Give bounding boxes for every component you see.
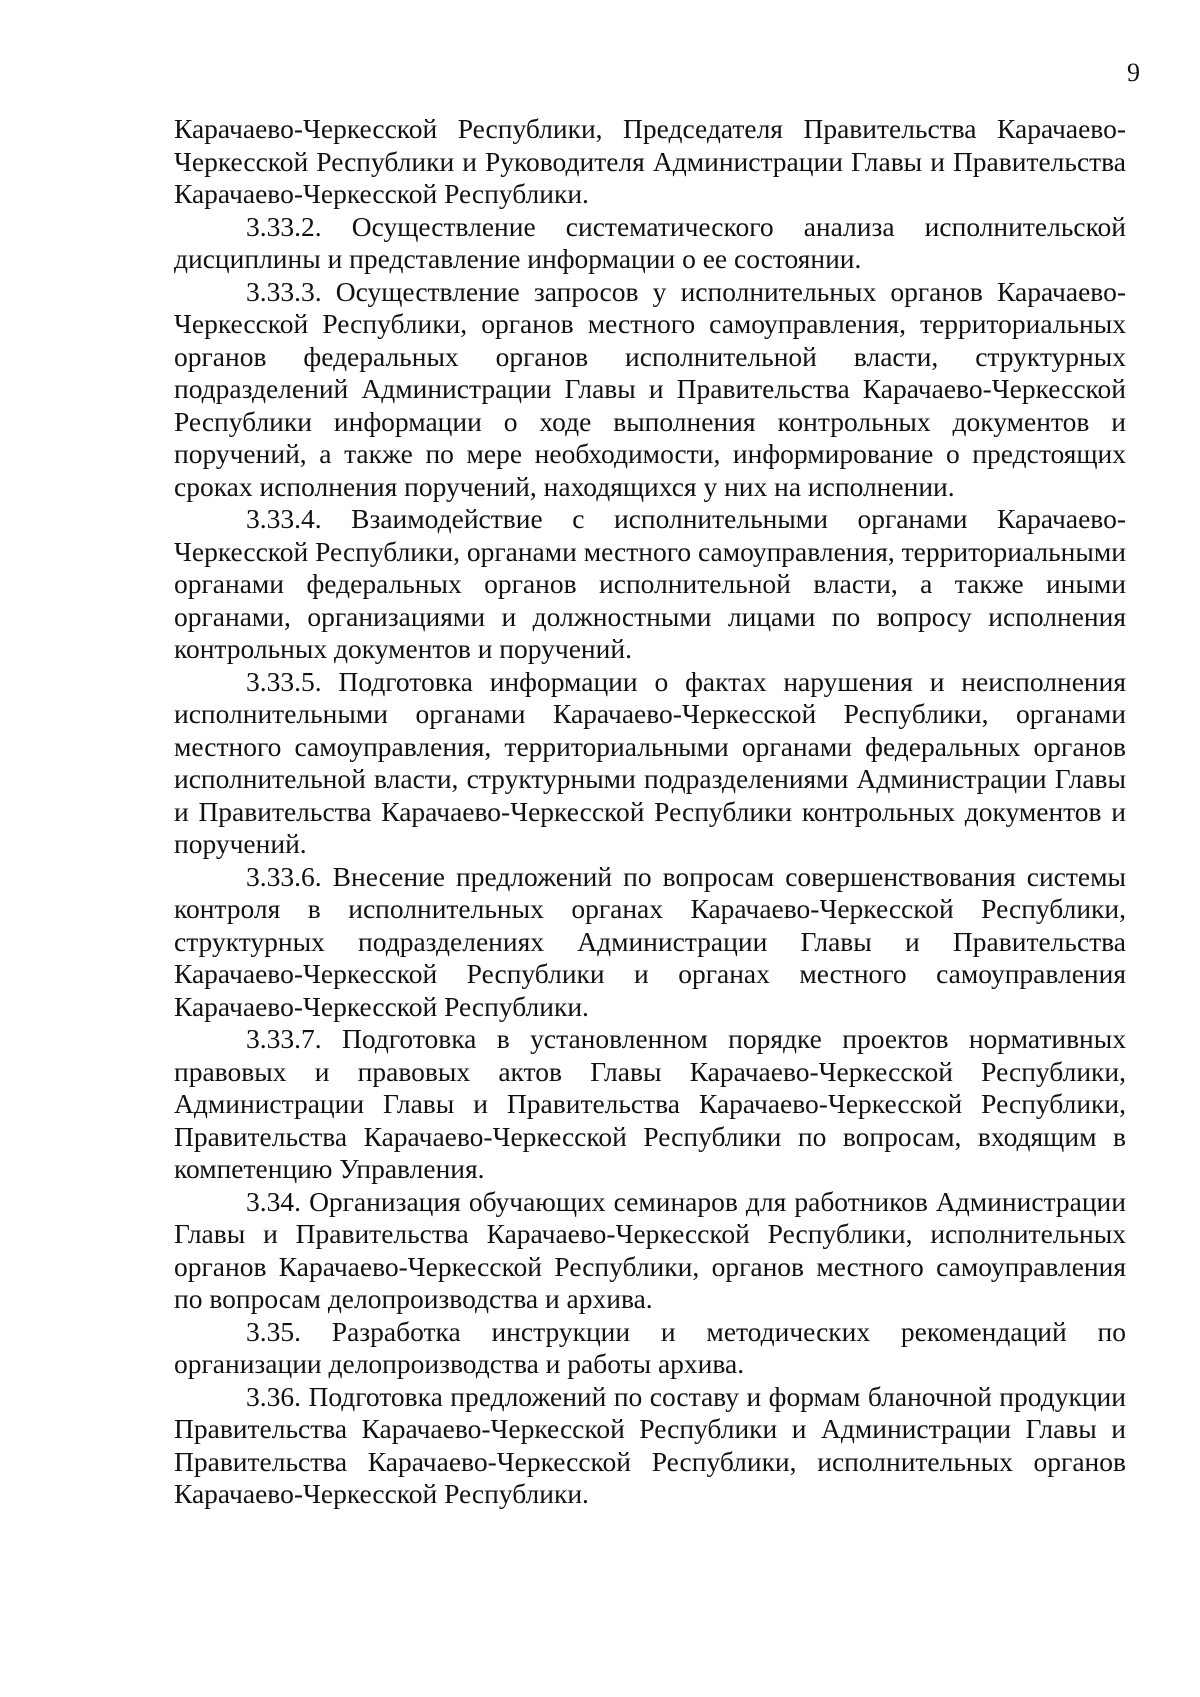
paragraph-3-33-2: 3.33.2. Осуществление систематического анализа исполнительской дисциплины и представление информации о ее состоянии. <box>174 210 1126 274</box>
paragraph-3-34: 3.34. Организация обучающих семинаров для работников Администрации Главы и Правительства Карачаево-Черкесской Республики, исполнительных органов Карачаево-Черкесской Республики, органов местного самоуправления по вопросам делопроизводства и архива. <box>174 1185 1126 1314</box>
paragraph-3-33-3: 3.33.3. Осуществление запросов у исполнительных органов Карачаево-Черкесской Республики, органов местного самоуправления, территориальных органов федеральных органов исполнительной власти, структурных подразделений Администрации Главы и Правительства Карачаево-Черкесской Республики информации о ходе выполнения контрольных документов и поручений, а также по мере необходимости, информирование о предстоящих сроках исполнения поручений, находящихся у них на исполнении. <box>174 275 1126 502</box>
paragraph-3-33-7: 3.33.7. Подготовка в установленном порядке проектов нормативных правовых и правовых актов Главы Карачаево-Черкесской Республики, Администрации Главы и Правительства Карачаево-Черкесской Республики, Правительства Карачаево-Черкесской Республики по вопросам, входящим в компетенцию Управления. <box>174 1023 1126 1184</box>
paragraph-3-35: 3.35. Разработка инструкции и методических рекомендаций по организации делопроизводства и работы архива. <box>174 1315 1126 1379</box>
page-number: 9 <box>1127 58 1140 87</box>
paragraph-continuation: Карачаево-Черкесской Республики, Председателя Правительства Карачаево-Черкесской Республики и Руководителя Администрации Главы и Правительства Карачаево-Черкесской Республики. <box>174 113 1126 209</box>
paragraph-3-33-5: 3.33.5. Подготовка информации о фактах нарушения и неисполнения исполнительными органами Карачаево-Черкесской Республики, органами местного самоуправления, территориальными органами федеральных органов исполнительной власти, структурными подразделениями Администрации Главы и Правительства Карачаево-Черкесской Республики контрольных документов и поручений. <box>174 665 1126 859</box>
paragraph-3-36: 3.36. Подготовка предложений по составу и формам бланочной продукции Правительства Карачаево-Черкесской Республики и Администрации Главы и Правительства Карачаево-Черкесской Республики, исполнительных органов Карачаево-Черкесской Республики. <box>174 1380 1126 1509</box>
paragraph-3-33-4: 3.33.4. Взаимодействие с исполнительными органами Карачаево-Черкесской Республики, органами местного самоуправления, территориальными органами федеральных органов исполнительной власти, а также иными органами, организациями и должностными лицами по вопросу исполнения контрольных документов и поручений. <box>174 503 1126 664</box>
document-body <box>174 113 1126 1511</box>
paragraph-3-33-6: 3.33.6. Внесение предложений по вопросам совершенствования системы контроля в исполнительных органах Карачаево-Черкесской Республики, структурных подразделениях Администрации Главы и Правительства Карачаево-Черкесской Республики и органах местного самоуправления Карачаево-Черкесской Республики. <box>174 860 1126 1022</box>
